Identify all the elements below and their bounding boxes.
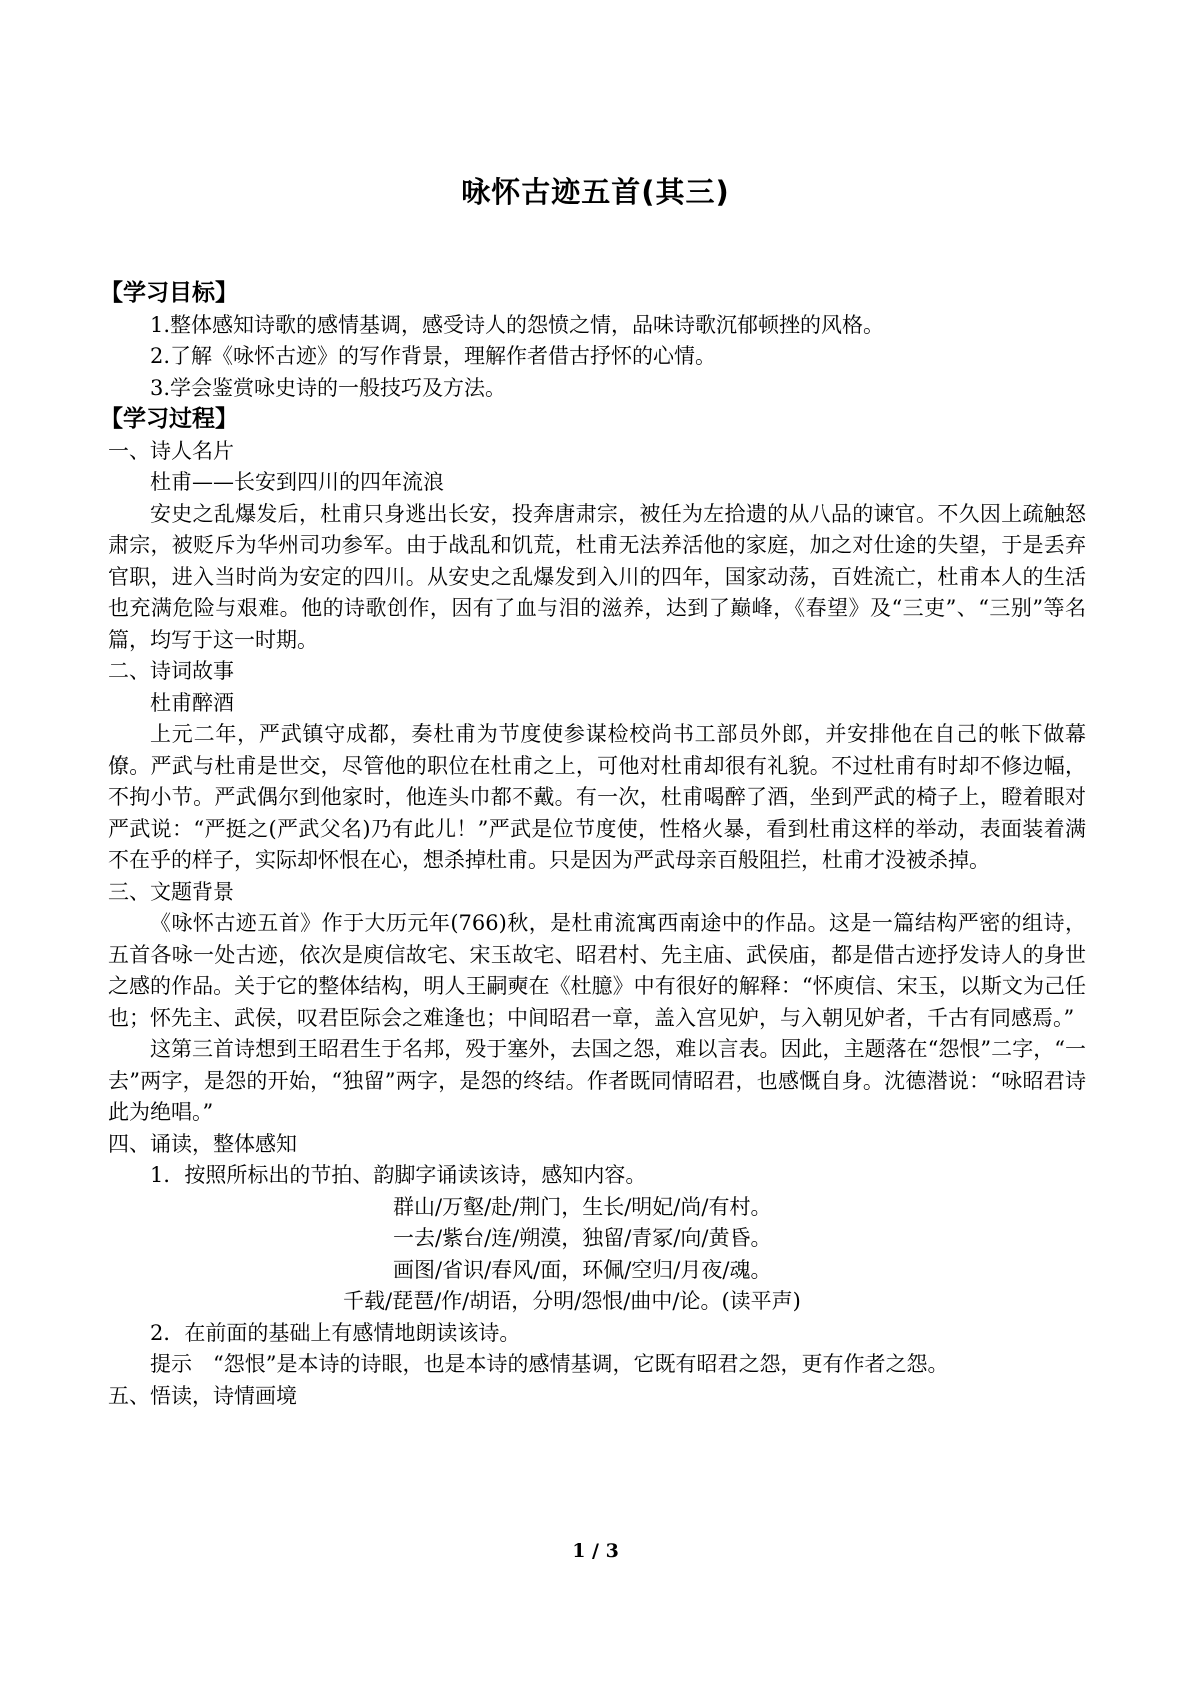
section-1-subtitle: 杜甫——长安到四川的四年流浪 <box>150 470 444 494</box>
section-2-heading: 二、诗词故事 <box>108 659 234 683</box>
poem-line-1: 群山/万壑/赴/荆门，生长/明妃/尚/有村。 <box>393 1194 772 1219</box>
section-heading-goals: 【学习目标】 <box>100 280 238 306</box>
goal-item-2: 2.了解《咏怀古迹》的写作背景，理解作者借古抒怀的心情。 <box>150 344 717 368</box>
section-heading-process: 【学习过程】 <box>100 406 238 432</box>
goal-item-1: 1.整体感知诗歌的感情基调，感受诗人的怨愤之情，品味诗歌沉郁顿挫的风格。 <box>150 312 885 337</box>
section-4-heading: 四、诵读，整体感知 <box>108 1131 297 1156</box>
goal-item-3: 3.学会鉴赏咏史诗的一般技巧及方法。 <box>150 375 507 400</box>
section-2-subtitle: 杜甫醉酒 <box>150 690 234 715</box>
section-3-heading: 三、文题背景 <box>108 879 234 904</box>
section-3-body-2: 这第三首诗想到王昭君生于名邦，殁于塞外，去国之怨，难以言表。因此，主题落在“怨恨”二字，“一去”两字，是怨的开始，“独留”两字，是怨的终结。作者既同情昭君，也感慨自身。沈德潜说：“咏昭君诗此为绝唱。” <box>108 1037 1086 1124</box>
page-number: 1 / 3 <box>572 1540 619 1562</box>
poem-line-4: 千载/琵琶/作/胡语，分明/怨恨/曲中/论。(读平声) <box>343 1289 801 1313</box>
section-4-item-1: 1．按照所标出的节拍、韵脚字诵读该诗，感知内容。 <box>150 1163 647 1187</box>
section-1-heading: 一、诗人名片 <box>108 438 234 463</box>
poem-line-3: 画图/省识/春风/面，环佩/空归/月夜/魂。 <box>393 1257 772 1282</box>
document-body <box>100 278 1086 1412</box>
section-5-heading: 五、悟读，诗情画境 <box>108 1383 297 1408</box>
poem-line-2: 一去/紫台/连/朔漠，独留/青冢/向/黄昏。 <box>393 1226 772 1250</box>
section-4-hint: 提示 “怨恨”是本诗的诗眼，也是本诗的感情基调，它既有昭君之怨，更有作者之怨。 <box>150 1352 949 1376</box>
section-2-body: 上元二年，严武镇守成都，奏杜甫为节度使参谋检校尚书工部员外郎，并安排他在自己的帐下做幕僚。严武与杜甫是世交，尽管他的职位在杜甫之上，可他对杜甫却很有礼貌。不过杜甫有时却不修边幅，不拘小节。严武偶尔到他家时，他连头巾都不戴。有一次，杜甫喝醉了酒，坐到严武的椅子上，瞪着眼对严武说：“严挺之(严武父名)乃有此儿！”严武是位节度使，性格火暴，看到杜甫这样的举动，表面装着满不在乎的样子，实际却怀恨在心，想杀掉杜甫。只是因为严武母亲百般阻拦，杜甫才没被杀掉。 <box>108 722 1086 872</box>
section-3-body-1: 《咏怀古迹五首》作于大历元年(766)秋，是杜甫流寓西南途中的作品。这是一篇结构严密的组诗，五首各咏一处古迹，依次是庾信故宅、宋玉故宅、昭君村、先主庙、武侯庙，都是借古迹抒发诗人的身世之感的作品。关于它的整体结构，明人王嗣奭在《杜臆》中有很好的解释：“怀庾信、宋玉，以斯文为己任也；怀先主、武侯，叹君臣际会之难逢也；中间昭君一章，盖入宫见妒，与入朝见妒者，千古有同感焉。” <box>108 911 1086 1030</box>
page-title: 咏怀古迹五首(其三) <box>461 175 730 209</box>
section-1-body: 安史之乱爆发后，杜甫只身逃出长安，投奔唐肃宗，被任为左拾遗的从八品的谏官。不久因上疏触怒肃宗，被贬斥为华州司功参军。由于战乱和饥荒，杜甫无法养活他的家庭，加之对仕途的失望，于是丢弃官职，进入当时尚为安定的四川。从安史之乱爆发到入川的四年，国家动荡，百姓流亡，杜甫本人的生活也充满危险与艰难。他的诗歌创作，因有了血与泪的滋养，达到了巅峰，《春望》及“三吏”、“三别”等名篇，均写于这一时期。 <box>108 501 1086 652</box>
section-4-item-2: 2．在前面的基础上有感情地朗读该诗。 <box>150 1320 521 1345</box>
